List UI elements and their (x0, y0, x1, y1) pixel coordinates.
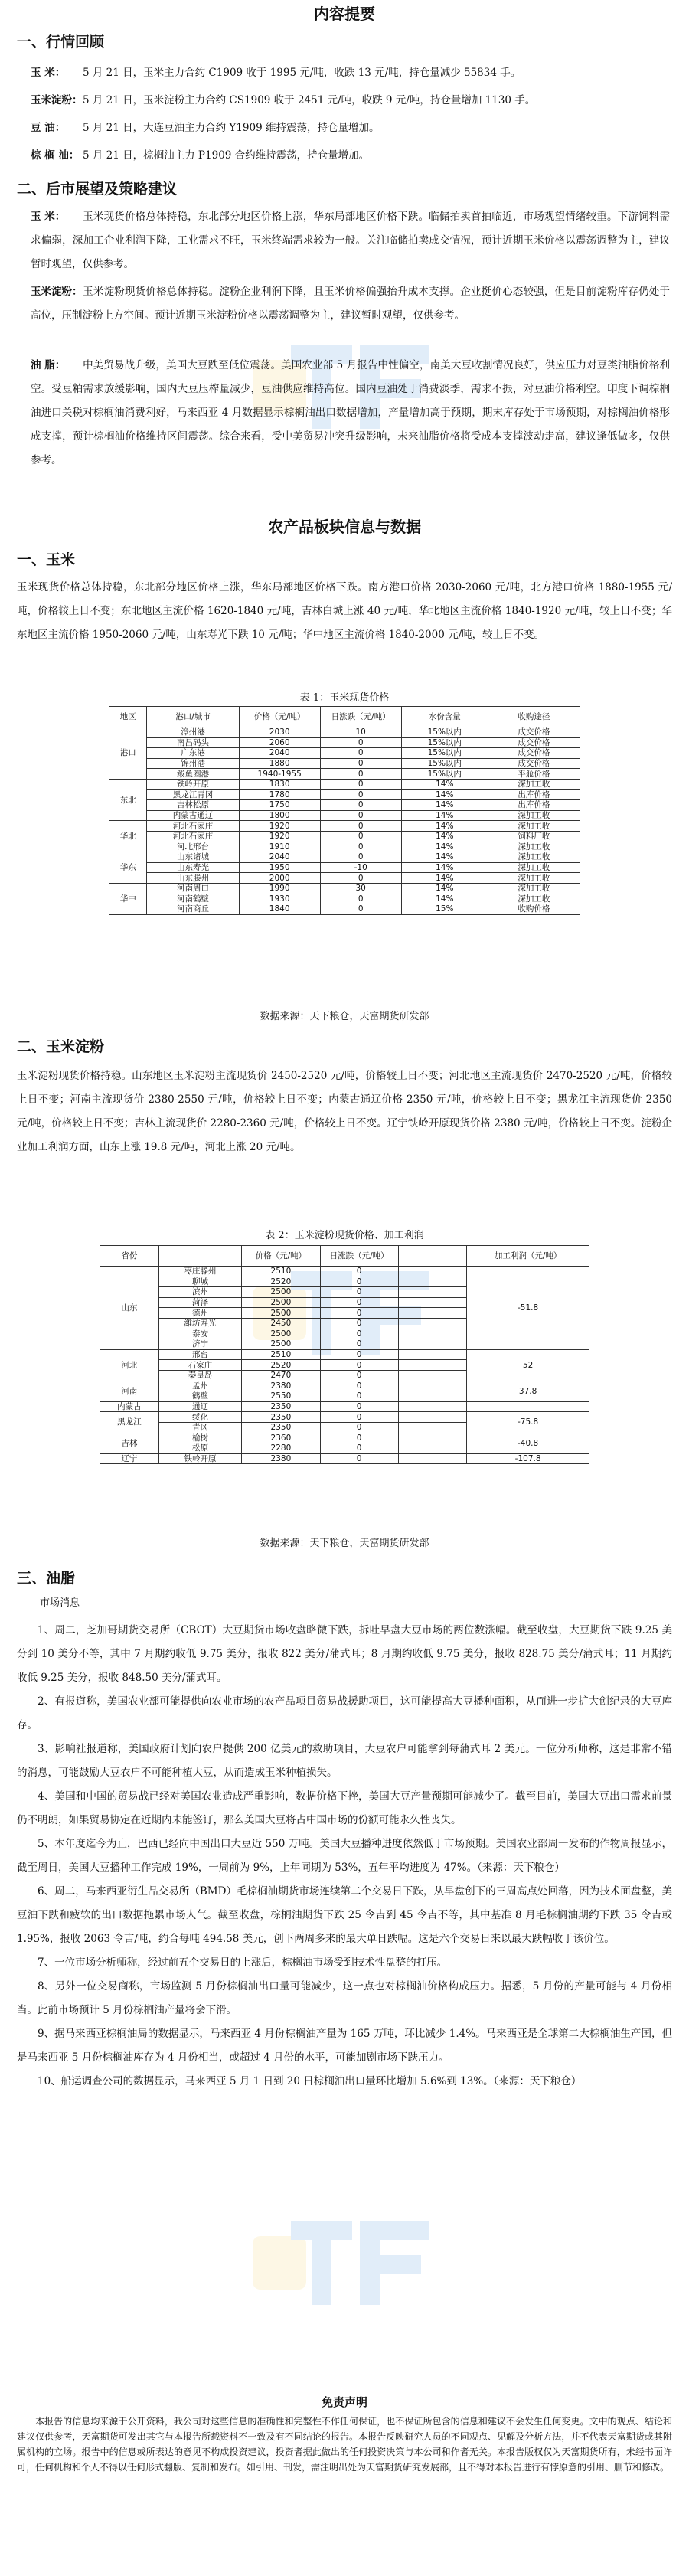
table-cell (398, 1443, 466, 1454)
table-cell: 2510 (242, 1267, 320, 1277)
region-cell: 华中 (109, 883, 147, 914)
table-row (109, 737, 580, 748)
table-cell (398, 1308, 466, 1319)
oils-news-list (17, 1619, 672, 2094)
table-cell: 黑龙江青冈 (147, 789, 239, 800)
table-cell (398, 1349, 466, 1360)
outlook-starch: 玉米淀粉：玉米淀粉现货价格总体持稳。淀粉企业利润下降，且玉米价格偏强抬升成本支撑。企业挺价心态较强，但是目前淀粉库存仍处于高位，压制淀粉上方空间。预计近期玉米淀粉价格以震荡调整为主，建议暂时观望，仅供参考。 (31, 286, 670, 322)
table-cell: 山东诸城 (147, 852, 239, 863)
watermark-logo-icon (245, 2205, 475, 2404)
table-cell: 榆树 (158, 1433, 242, 1443)
table-header-row (100, 1246, 589, 1267)
table-cell: 14% (401, 894, 488, 904)
table-row (109, 894, 580, 904)
table-header-cell: 省份 (100, 1246, 159, 1267)
table-cell: 2520 (242, 1360, 320, 1371)
table-cell: 0 (320, 1318, 398, 1329)
table-cell: 1930 (239, 894, 320, 904)
review-row: 玉 米： 5 月 21 日，玉米主力合约 C1909 收于 1995 元/吨，收跌 13 元/吨，持仓量减少 55834 手。 (31, 67, 521, 79)
table-cell: 1940-1955 (239, 769, 320, 780)
table-header-cell: 价格（元/吨） (239, 707, 320, 727)
table-cell: 收购价格 (488, 904, 580, 915)
table-cell: 0 (320, 904, 401, 915)
table-header-cell: 日涨跌（元/吨） (320, 707, 401, 727)
table-header-cell: 地区 (109, 707, 147, 727)
review-row: 玉米淀粉：5 月 21 日，玉米淀粉主力合约 CS1909 收于 2451 元/吨，收跌 9 元/吨，持仓量增加 1130 手。 (31, 94, 536, 106)
table-cell (398, 1370, 466, 1381)
table-cell: 14% (401, 831, 488, 842)
table-cell: 泰安 (158, 1329, 242, 1339)
table-cell (398, 1401, 466, 1412)
table-header-cell: 收购途径 (488, 707, 580, 727)
news-item: 2、有报道称，美国农业部可能提供向农业市场的农产品项目贸易战援助项目，这可能提高大豆播种面积，从而进一步扩大创纪录的大豆库存。 (17, 1695, 672, 1731)
table-cell: 1910 (239, 842, 320, 852)
news-item: 8、另外一位交易商称，市场监测 5 月份棕榈油出口量可能减少，这一点也对棕榈油价格构成压力。据悉，5 月份的产量可能与 4 月份相当。此前市场预计 5 月份棕榈油产量将会下滑。 (17, 1980, 672, 2016)
table-cell: 0 (320, 1401, 398, 1412)
table-cell: 2380 (242, 1381, 320, 1391)
table-cell: 山东滕州 (147, 873, 239, 884)
table-row (100, 1412, 589, 1423)
province-cell: 黑龙江 (100, 1412, 159, 1433)
table-cell: 0 (320, 1422, 398, 1433)
table-cell (398, 1422, 466, 1433)
table-cell: 河北邢台 (147, 842, 239, 852)
table-cell: 0 (320, 789, 401, 800)
table-row (109, 842, 580, 852)
table-cell: 深加工收 (488, 810, 580, 821)
table-cell (398, 1297, 466, 1308)
table-cell: 0 (320, 831, 401, 842)
table-cell: 14% (401, 873, 488, 884)
starch-price-table (100, 1245, 589, 1464)
table-row (100, 1267, 589, 1277)
table-cell: 鹤壁 (158, 1391, 242, 1402)
table-cell: 饲料厂收 (488, 831, 580, 842)
table-row (109, 748, 580, 759)
table-cell: 出库价格 (488, 789, 580, 800)
outlook-corn: 玉 米： 玉米现货价格总体持稳，东北部分地区价格上涨，华东局部地区价格下跌。临储拍卖首拍临近，市场观望情绪较重。下游饲料需求偏弱，深加工企业利润下降，工业需求不旺，玉米终端需求较为一般。关注临储拍卖成交情况，预计近期玉米价格以震荡调整为主，建议暂时观望，仅供参考。 (31, 211, 670, 270)
table-header-cell: 加工利润（元/吨） (467, 1246, 589, 1267)
table-cell: 0 (320, 1297, 398, 1308)
table-cell (398, 1267, 466, 1277)
table-row (109, 883, 580, 894)
table-cell: 德州 (158, 1308, 242, 1319)
table-cell (398, 1381, 466, 1391)
table-row (100, 1349, 589, 1360)
table-cell: 14% (401, 810, 488, 821)
table-cell (398, 1287, 466, 1298)
table-cell: 0 (320, 842, 401, 852)
table-cell: 2500 (242, 1297, 320, 1308)
table-cell: 枣庄滕州 (158, 1267, 242, 1277)
table-cell: -10 (320, 862, 401, 873)
table-cell: 深加工收 (488, 894, 580, 904)
table-cell: 1800 (239, 810, 320, 821)
news-item: 3、影响社报道称，美国政府计划向农户提供 200 亿美元的救助项目，大豆农户可能拿到每蒲式耳 2 美元。一位分析师称，这是非常不错的消息，可能鼓励大豆农户不可能种植大豆，从而造成玉米种植损失。 (17, 1743, 672, 1779)
table-cell: 深加工收 (488, 821, 580, 832)
page-title: 内容提要 (314, 5, 375, 23)
table-cell: 成交价格 (488, 737, 580, 748)
table-cell: 1880 (239, 758, 320, 769)
table-cell: 青冈 (158, 1422, 242, 1433)
table-cell: 14% (401, 779, 488, 789)
table-cell: 内蒙古通辽 (147, 810, 239, 821)
table-cell: 15%以内 (401, 727, 488, 738)
table-cell: 2030 (239, 727, 320, 738)
table-cell: 0 (320, 1433, 398, 1443)
table-cell: 2360 (242, 1433, 320, 1443)
table-cell (398, 1453, 466, 1464)
table-row (109, 758, 580, 769)
table-cell: 鲅鱼圈港 (147, 769, 239, 780)
table-cell (398, 1318, 466, 1329)
table-row (100, 1381, 589, 1391)
table-cell: 0 (320, 894, 401, 904)
table-row (109, 862, 580, 873)
table-cell: 0 (320, 779, 401, 789)
table-cell: 0 (320, 873, 401, 884)
table-cell: 15%以内 (401, 748, 488, 759)
table-cell: 2550 (242, 1391, 320, 1402)
table-row (100, 1433, 589, 1443)
table-header-cell: 价格（元/吨） (242, 1246, 320, 1267)
table-cell: 2450 (242, 1318, 320, 1329)
table-cell: 济宁 (158, 1339, 242, 1350)
table-cell: 1920 (239, 831, 320, 842)
corn-price-table (109, 706, 580, 915)
table-cell: 0 (320, 737, 401, 748)
table-cell: 30 (320, 883, 401, 894)
table-cell: 成交价格 (488, 748, 580, 759)
starch-table-caption: 表 2：玉米淀粉现货价格、加工利润 (265, 1230, 424, 1241)
table-cell: 松原 (158, 1443, 242, 1454)
table-cell: 吉林松原 (147, 800, 239, 811)
table-header-row (109, 707, 580, 727)
table-row (109, 873, 580, 884)
table-cell (398, 1360, 466, 1371)
table-row (109, 779, 580, 789)
table-cell: 平舱价格 (488, 769, 580, 780)
table-cell: 0 (320, 810, 401, 821)
table-cell: 0 (320, 1391, 398, 1402)
table-cell: 南昌码头 (147, 737, 239, 748)
table-cell: 14% (401, 800, 488, 811)
province-cell: 内蒙古 (100, 1401, 159, 1412)
table-cell: 0 (320, 1370, 398, 1381)
outlook-oils: 油 脂： 中美贸易战升级，美国大豆跌至低位震荡。美国农业部 5 月报告中性偏空，南美大豆收割情况良好，供应压力对豆类油脂价格利空。受豆粕需求放缓影响，国内大豆压榨量减少，豆油供应维持高位。国内豆油处于消费淡季，需求不振，对豆油价格利空。印度下调棕榈油进口关税对棕榈油消费利好，马来西亚 4 月数据显示棕榈油出口数据增加，产量增加高于预期，期末库存处于市场预期，对棕榈油价格形成支撑，预计棕榈油价格维持区间震荡。综合来看，受中美贸易冲突升级影响，未来油脂价格将受成本支撑波动走高，建议逢低做多，仅供参考。 (31, 359, 670, 466)
table-cell: 河北石家庄 (147, 831, 239, 842)
table-cell (398, 1339, 466, 1350)
table-row (109, 904, 580, 915)
table-cell: 0 (320, 1339, 398, 1350)
table-cell: 2500 (242, 1329, 320, 1339)
table-cell: 14% (401, 883, 488, 894)
table-cell: 滨州 (158, 1287, 242, 1298)
table-cell: 0 (320, 1360, 398, 1371)
table-cell: 0 (320, 769, 401, 780)
table-cell: 0 (320, 821, 401, 832)
table-cell: 1830 (239, 779, 320, 789)
table-cell: 0 (320, 800, 401, 811)
region-cell: 华东 (109, 852, 147, 884)
profit-cell: 52 (467, 1349, 589, 1381)
table-cell: 河南鹤壁 (147, 894, 239, 904)
table-cell: 15%以内 (401, 758, 488, 769)
table-cell: 铁岭开原 (158, 1453, 242, 1464)
table-cell: 2060 (239, 737, 320, 748)
table-cell: 14% (401, 862, 488, 873)
news-item: 6、周二，马来西亚衍生品交易所（BMD）毛棕榈油期货市场连续第二个交易日下跌，从早盘创下的三周高点处回落，因为技术面盘整，美豆油下跌和疲软的出口数据拖累市场人气。截至收盘，棕榈油期货下跌 25 令吉到 45 令吉不等，其中基准 8 月毛棕榈油期约下跌 35 令吉或 1.95%，报收 2063 令吉/吨，约合每吨 494.58 美元，创下两周多来的最大单日跌幅。这是六个交易日来以最大跌幅收于该价位。 (17, 1885, 672, 1945)
table-cell: 2510 (242, 1349, 320, 1360)
table-cell: 0 (320, 758, 401, 769)
region-cell: 东北 (109, 779, 147, 820)
table-cell: 2500 (242, 1308, 320, 1319)
table-cell: 2380 (242, 1453, 320, 1464)
news-item: 1、周二，芝加哥期货交易所（CBOT）大豆期货市场收盘略微下跌，拆吐早盘大豆市场的两位数涨幅。截至收盘，大豆期货下跌 9.25 美分到 10 美分不等，其中 7 月期约收低 9.75 美分，报收 822 美分/蒲式耳；8 月期约收低 9.75 美分，报收 828.75 美分/蒲式耳；11 月期约收低 9.25 美分，报收 848.50 美分/蒲式耳。 (17, 1624, 672, 1684)
table-cell: 通辽 (158, 1401, 242, 1412)
review-row: 豆 油： 5 月 21 日，大连豆油主力合约 Y1909 维持震荡，持仓量增加。 (31, 122, 380, 134)
table-cell: 0 (320, 1412, 398, 1423)
table-cell: 秦皇岛 (158, 1370, 242, 1381)
table-cell: 1920 (239, 821, 320, 832)
main-title: 农产品板块信息与数据 (268, 518, 421, 536)
table-cell (398, 1391, 466, 1402)
profit-cell (467, 1401, 589, 1412)
section-heading-oils: 三、油脂 (17, 1570, 76, 1587)
table-cell: 2470 (242, 1370, 320, 1381)
table-row (109, 821, 580, 832)
profit-cell: -51.8 (467, 1267, 589, 1350)
table-cell: 成交价格 (488, 727, 580, 738)
region-cell: 港口 (109, 727, 147, 780)
table-cell: 菏泽 (158, 1297, 242, 1308)
table-cell: 漳州港 (147, 727, 239, 738)
table-cell: 0 (320, 1453, 398, 1464)
table-cell: 0 (320, 1308, 398, 1319)
corn-table-caption: 表 1：玉米现货价格 (299, 692, 390, 704)
table-row (109, 727, 580, 738)
province-cell: 山东 (100, 1267, 159, 1350)
table-cell: 深加工收 (488, 852, 580, 863)
profit-cell: -107.8 (467, 1453, 589, 1464)
table-cell (398, 1329, 466, 1339)
review-row: 棕 榈 油： 5 月 21 日，棕榈油主力 P1909 合约维持震荡，持仓量增加。 (31, 149, 370, 162)
table-header-cell (398, 1246, 466, 1267)
table-cell: 15%以内 (401, 769, 488, 780)
province-cell: 吉林 (100, 1433, 159, 1453)
table-row (109, 852, 580, 863)
table-cell: 出库价格 (488, 800, 580, 811)
table-cell: 河南周口 (147, 883, 239, 894)
table-cell: 2350 (242, 1401, 320, 1412)
table-cell: 0 (320, 1287, 398, 1298)
section-heading-outlook: 二、后市展望及策略建议 (17, 181, 178, 198)
table-cell: 0 (320, 1381, 398, 1391)
table-cell: 10 (320, 727, 401, 738)
table-cell: 15%以内 (401, 737, 488, 748)
market-news-label: 市场消息 (40, 1597, 80, 1609)
province-cell: 辽宁 (100, 1453, 159, 1464)
table-cell: 2000 (239, 873, 320, 884)
table-cell: 成交价格 (488, 758, 580, 769)
table-cell: 河北石家庄 (147, 821, 239, 832)
table-cell: 14% (401, 821, 488, 832)
table-cell: 聊城 (158, 1277, 242, 1287)
table-cell: 深加工收 (488, 779, 580, 789)
table-row (109, 769, 580, 780)
table-cell: 0 (320, 1329, 398, 1339)
table-cell: 0 (320, 852, 401, 863)
corn-table-source: 数据来源：天下粮仓，天富期货研发部 (260, 1011, 429, 1022)
watermark (245, 2205, 475, 2404)
review-list (31, 64, 674, 175)
table-cell: 深加工收 (488, 842, 580, 852)
table-cell: 2280 (242, 1443, 320, 1454)
table-cell: 14% (401, 852, 488, 863)
table-cell: 14% (401, 842, 488, 852)
table-row (109, 800, 580, 811)
profit-cell: 37.8 (467, 1381, 589, 1401)
section-heading-starch: 二、玉米淀粉 (17, 1038, 105, 1055)
news-item: 10、船运调查公司的数据显示，马来西亚 5 月 1 日到 20 日棕榈油出口量环比增加 5.6%到 13%。（来源：天下粮仓） (38, 2075, 582, 2087)
table-cell: 2500 (242, 1339, 320, 1350)
table-cell: 广东港 (147, 748, 239, 759)
table-row (109, 810, 580, 821)
table-cell: 0 (320, 1443, 398, 1454)
table-cell: 潍坊寿光 (158, 1318, 242, 1329)
table-cell: 1840 (239, 904, 320, 915)
table-cell: 邢台 (158, 1349, 242, 1360)
table-header-cell: 水份含量 (401, 707, 488, 727)
table-cell: 1950 (239, 862, 320, 873)
table-row (100, 1453, 589, 1464)
table-cell: 绥化 (158, 1412, 242, 1423)
table-cell: 山东寿光 (147, 862, 239, 873)
region-cell: 华北 (109, 821, 147, 852)
table-cell: 深加工收 (488, 862, 580, 873)
table-header-cell (158, 1246, 242, 1267)
province-cell: 河南 (100, 1381, 159, 1401)
table-row (109, 831, 580, 842)
table-row (109, 789, 580, 800)
table-cell (398, 1277, 466, 1287)
news-item: 5、本年度迄今为止，巴西已经向中国出口大豆近 550 万吨。美国大豆播种进度依然低于市场预期。美国农业部周一发布的作物周报显示，截至周日，美国大豆播种工作完成 19%，一周前为 9%，上年同期为 53%，五年平均进度为 47%。（来源：天下粮仓） (17, 1838, 672, 1874)
table-cell (398, 1433, 466, 1443)
table-cell: 0 (320, 748, 401, 759)
news-item: 7、一位市场分析师称，经过前五个交易日的上涨后，棕榈油市场受到技术性盘整的打压。 (38, 1957, 448, 1969)
profit-cell: -75.8 (467, 1412, 589, 1433)
disclaimer-title: 免责声明 (321, 2395, 367, 2409)
table-cell: 铁岭开原 (147, 779, 239, 789)
province-cell: 河北 (100, 1349, 159, 1381)
table-cell: 2520 (242, 1277, 320, 1287)
table-cell: 1990 (239, 883, 320, 894)
table-cell: 2040 (239, 852, 320, 863)
table-row (100, 1401, 589, 1412)
starch-paragraph: 玉米淀粉现货价格持稳。山东地区玉米淀粉主流现货价 2450-2520 元/吨，价格较上日不变；河北地区主流现货价 2470-2520 元/吨，价格较上日不变；河南主流现货价 2380-2550 元/吨，价格较上日不变；内蒙古通辽价格 2350 元/吨，价格较上日不变；黑龙江主流现货价 2350 元/吨，价格较上日不变；吉林主流现货价 2280-2360 元/吨，价格较上日不变。辽宁铁岭开原现货价格 2380 元/吨，价格较上日不变。淀粉企业加工利润方面，山东上涨 19.8 元/吨，河北上涨 20 元/吨。 (17, 1070, 672, 1153)
section-heading-review: 一、行情回顾 (17, 34, 105, 51)
table-cell: 14% (401, 789, 488, 800)
news-item: 9、据马来西亚棕榈油局的数据显示，马来西亚 4 月份棕榈油产量为 165 万吨，环比减少 1.4%。马来西亚是全球第二大棕榈油生产国，但是马来西亚 5 月份棕榈油库存为 4 月份相当，或超过 4 月份的水平，可能加剧市场下跌压力。 (17, 2028, 672, 2064)
table-cell: 15% (401, 904, 488, 915)
table-cell: 2040 (239, 748, 320, 759)
table-cell: 0 (320, 1277, 398, 1287)
table-cell: 锦州港 (147, 758, 239, 769)
table-cell: 孟州 (158, 1381, 242, 1391)
table-cell: 河南商丘 (147, 904, 239, 915)
table-cell: 0 (320, 1349, 398, 1360)
table-cell: 石家庄 (158, 1360, 242, 1371)
table-cell (398, 1412, 466, 1423)
section-heading-corn: 一、玉米 (17, 551, 76, 568)
table-cell: 2350 (242, 1412, 320, 1423)
table-cell: 2350 (242, 1422, 320, 1433)
table-header-cell: 日涨跌（元/吨） (320, 1246, 398, 1267)
table-cell: 1780 (239, 789, 320, 800)
table-header-cell: 港口/城市 (147, 707, 239, 727)
news-item: 4、美国和中国的贸易战已经对美国农业造成严重影响，数据价格下挫，美国大豆产量预期可能减少了。截至目前，美国大豆出口需求前景仍不明朗，如果贸易协定在近期内未能签订，那么美国大豆将占中国市场的份额可能永久性丧失。 (17, 1790, 672, 1826)
disclaimer-text: 本报告的信息均来源于公开资料，我公司对这些信息的准确性和完整性不作任何保证，也不保证所包含的信息和建议不会发生任何变更。文中的观点、结论和建议仅供参考，天富期货可发出其它与本报告所载资料不一致及有不同结论的报告。本报告反映研究人员的不同观点、见解及分析方法，并不代表天富期货或其附属机构的立场。报告中的信息或所表达的意见不构成投资建议，投资者据此做出的任何投资决策与本公司和作者无关。本报告版权仅为天富期货所有，未经书面许可，任何机构和个人不得以任何形式翻版、复制和发布。如引用、刊发，需注明出处为天富期货研究发展部，且不得对本报告进行有悖原意的引用、删节和修改。 (17, 2416, 672, 2473)
profit-cell: -40.8 (467, 1433, 589, 1453)
table-cell: 深加工收 (488, 873, 580, 884)
starch-table-source: 数据来源：天下粮仓，天富期货研发部 (260, 1538, 429, 1549)
table-cell: 1750 (239, 800, 320, 811)
table-cell: 深加工收 (488, 883, 580, 894)
table-cell: 0 (320, 1267, 398, 1277)
table-cell: 2500 (242, 1287, 320, 1298)
corn-paragraph: 玉米现货价格总体持稳，东北部分地区价格上涨，华东局部地区价格下跌。南方港口价格 2030-2060 元/吨，北方港口价格 1880-1955 元/吨，价格较上日不变；东北地区主流价格 1620-1840 元/吨，吉林白城上涨 40 元/吨，华北地区主流价格 1840-1920 元/吨，较上日不变；华东地区主流价格 1950-2060 元/吨，山东寿光下跌 10 元/吨；华中地区主流价格 1840-2000 元/吨，较上日不变。 (17, 581, 672, 641)
